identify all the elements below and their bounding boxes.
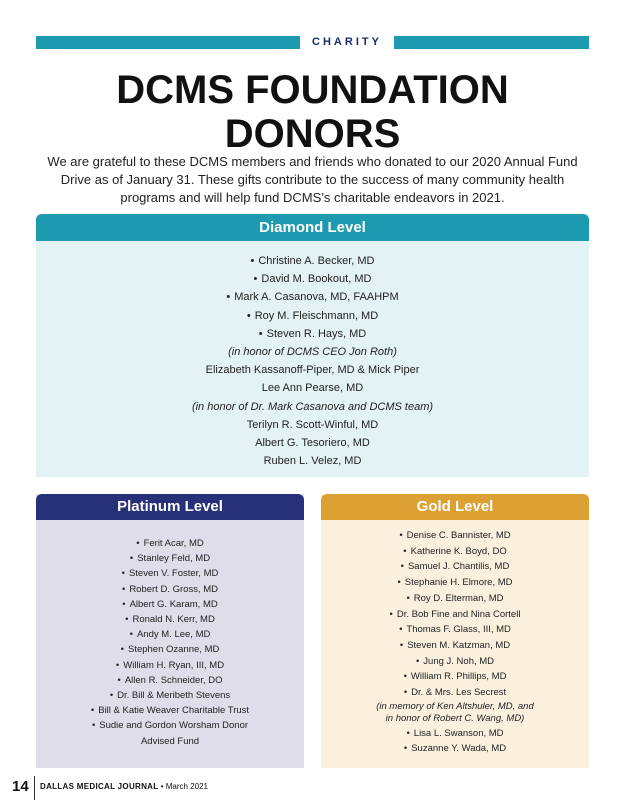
platinum-donor-name: Steven V. Foster, MD [128,568,219,580]
publication-name: DALLAS MEDICAL JOURNAL [40,782,159,791]
platinum-level-heading: Platinum Level [36,494,304,520]
gold-donor-item [321,654,589,670]
gold-donor-name: Dr. & Mrs. Les Secrest [411,687,507,699]
footer-separator: • [160,782,164,791]
bullet-icon: • [91,720,96,732]
gold-donor-item [321,638,589,654]
gold-donor-item [321,528,589,544]
bullet-icon: • [129,629,133,641]
bullet-icon: • [403,687,408,699]
bullet-icon: • [226,291,231,304]
platinum-donor-item [36,612,304,627]
gold-donor-name: William R. Phillips, MD [410,671,507,683]
gold-donor-item [321,544,589,560]
platinum-donor-item [36,658,304,673]
gold-donor-item [321,741,589,757]
platinum-donor-item [36,718,304,733]
platinum-donor-item [36,582,304,597]
diamond-donor-name: Lee Ann Pearse, MD [261,382,364,395]
diamond-donor-item [36,379,589,397]
bullet-icon: • [90,705,95,717]
page-title-line-1: DCMS FOUNDATION [116,68,509,112]
gold-donor-name: Katherine K. Boyd, DO [410,545,507,557]
gold-donor-name: Samuel J. Chantilis, MD [407,561,510,573]
gold-donor-name: in honor of Robert C. Wang, MD) [385,713,525,725]
platinum-donor-item [36,536,304,551]
platinum-donor-name: Ronald N. Kerr, MD [132,614,215,626]
bullet-icon: • [403,743,408,755]
bullet-icon: • [389,608,393,620]
bullet-icon: • [415,655,420,667]
diamond-donor-item [36,252,589,270]
bullet-icon: • [121,568,125,580]
diamond-donor-name: Elizabeth Kassanoff-Piper, MD & Mick Piper [205,364,420,377]
diamond-donor-name: Steven R. Hays, MD [266,327,367,340]
diamond-level-heading: Diamond Level [36,214,589,241]
page-number: 14 [12,778,29,795]
diamond-donor-name: Mark A. Casanova, MD, FAAHPM [234,291,399,304]
platinum-donor-list [36,520,304,749]
diamond-donor-name: Albert G. Tesoriero, MD [255,437,370,450]
bullet-icon: • [406,592,410,604]
gold-donor-item [321,559,589,575]
diamond-donor-name: Ruben L. Velez, MD [263,455,362,468]
platinum-donor-name: Allen R. Schneider, DO [124,674,223,686]
platinum-donor-item [36,688,304,703]
bullet-icon: • [109,690,114,702]
gold-donor-name: Dr. Bob Fine and Nina Cortell [396,608,521,620]
diamond-donor-item [36,361,589,379]
platinum-donor-item [36,597,304,612]
bullet-icon: • [246,309,251,322]
page-title-line-2: DONORS [224,112,401,156]
platinum-donor-item [36,703,304,718]
section-banner [36,36,589,49]
diamond-donor-item [36,434,589,452]
gold-donor-name: Lisa L. Swanson, MD [413,727,504,739]
bullet-icon: • [258,327,263,340]
platinum-donor-name: Sudie and Gordon Worsham Donor [99,720,249,732]
issue-date: March 2021 [165,782,208,791]
diamond-donor-item [36,307,589,325]
diamond-donor-name: (in honor of DCMS CEO Jon Roth) [228,346,397,359]
platinum-donor-name: William H. Ryan, III, MD [123,659,225,671]
platinum-donor-item [36,566,304,581]
footer-publication-line [40,782,208,791]
diamond-donor-item [36,288,589,306]
gold-donor-name: Suzanne Y. Wada, MD [411,743,507,755]
gold-level-heading: Gold Level [321,494,589,520]
section-label: CHARITY [300,36,394,49]
diamond-donor-item [36,452,589,470]
diamond-donor-item [36,270,589,288]
bullet-icon: • [125,614,129,626]
gold-donor-item [321,591,589,607]
platinum-donor-name: Andy M. Lee, MD [136,629,211,641]
platinum-donor-item [36,627,304,642]
bullet-icon: • [250,255,255,267]
gold-donor-item [321,575,589,591]
gold-level-panel [321,494,589,768]
bullet-icon: • [136,538,140,549]
bullet-icon: • [403,545,407,557]
gold-donor-item [321,726,589,742]
bullet-icon: • [400,561,404,573]
diamond-donor-name: (in honor of Dr. Mark Casanova and DCMS team) [191,400,434,413]
bullet-icon: • [121,583,126,595]
footer-divider [34,776,35,800]
platinum-donor-name: Albert G. Karam, MD [129,598,218,610]
diamond-donor-item [36,325,589,343]
bullet-icon: • [115,659,120,671]
bullet-icon: • [129,553,134,565]
gold-donor-item [321,622,589,638]
gold-donor-name: Stephanie H. Elmore, MD [404,577,513,589]
bullet-icon: • [399,530,403,541]
platinum-donor-name: Dr. Bill & Meribeth Stevens [117,690,231,702]
bullet-icon: • [117,674,121,686]
gold-donor-item [321,669,589,685]
diamond-donor-list [36,241,589,470]
gold-donor-list [321,520,589,757]
gold-donor-name: (in memory of Ken Altshuler, MD, and [376,700,534,712]
platinum-donor-item [36,673,304,688]
page-footer [12,776,312,798]
gold-donor-name: Steven M. Katzman, MD [407,639,511,651]
bullet-icon: • [120,644,124,656]
diamond-donor-note [36,343,589,361]
platinum-donor-item [36,551,304,566]
bullet-icon: • [403,671,407,683]
platinum-donor-name: Bill & Katie Weaver Charitable Trust [98,705,250,717]
intro-paragraph: We are grateful to these DCMS members and friends who donated to our 2020 Annual Fund Drive as of January 31. These gifts contribute to the success of many community health programs and will help fund DCMS’s charitable endeavors in 2021. [47,154,578,205]
diamond-donor-item [36,416,589,434]
diamond-donor-name: Roy M. Fleischmann, MD [254,309,379,322]
diamond-donor-name: Terilyn R. Scott-Winful, MD [246,418,379,431]
bullet-icon: • [253,273,258,286]
bullet-icon: • [397,577,401,589]
diamond-donor-name: Christine A. Becker, MD [258,255,375,267]
platinum-level-panel [36,494,304,768]
bullet-icon: • [399,624,403,636]
gold-donor-name: Roy D. Elterman, MD [413,592,504,604]
gold-donor-name: Thomas F. Glass, III, MD [406,624,511,636]
platinum-donor-item [36,734,304,749]
gold-donor-note [321,713,589,726]
platinum-donor-name: Advised Fund [140,735,200,747]
bullet-icon: • [399,639,404,651]
gold-donor-name: Jung J. Noh, MD [423,655,495,667]
gold-donor-note [321,701,589,714]
platinum-donor-name: Ferit Acar, MD [143,538,204,549]
platinum-donor-item [36,642,304,657]
bullet-icon: • [122,598,126,610]
page-title [0,68,625,156]
gold-donor-item [321,685,589,701]
gold-donor-name: Denise C. Bannister, MD [406,530,511,541]
platinum-donor-name: Stanley Feld, MD [137,553,211,565]
platinum-donor-name: Stephen Ozanne, MD [127,644,220,656]
gold-donor-item [321,607,589,623]
diamond-donor-name: David M. Bookout, MD [261,273,372,286]
platinum-donor-name: Robert D. Gross, MD [129,583,218,595]
diamond-level-panel [36,214,589,477]
diamond-donor-note [36,398,589,416]
bullet-icon: • [406,727,410,739]
